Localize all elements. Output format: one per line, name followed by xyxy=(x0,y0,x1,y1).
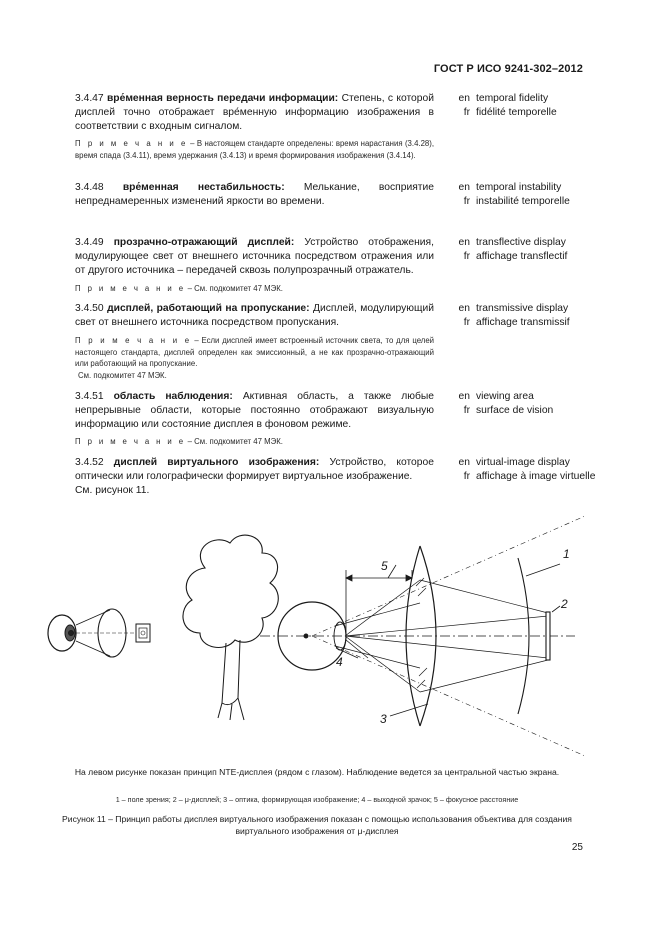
lang-code-en: en xyxy=(458,303,470,314)
note-label: П р и м е ч а н и е xyxy=(75,336,192,345)
note-text: – См. подкомитет 47 МЭК. xyxy=(185,437,283,446)
term-fr: affichage transflectif xyxy=(476,251,568,262)
leader-2 xyxy=(552,606,560,612)
page-number: 25 xyxy=(571,842,583,853)
term-title: дисплей виртуального изображения: xyxy=(113,457,320,468)
figure-reference: См. рисунок 11. xyxy=(75,485,150,496)
term-3-4-51 xyxy=(48,390,434,432)
note-label: П р и м е ч а н и е xyxy=(75,139,188,148)
term-definition: Мелькание, восприятие непреднамеренных изменений яркости во времени. xyxy=(75,182,434,207)
term-number: 3.4.48 xyxy=(75,182,104,193)
term-3-4-49 xyxy=(48,236,434,278)
term-fr: fidélité temporelle xyxy=(476,107,557,118)
note-3-4-47 xyxy=(48,138,434,161)
lang-code-en: en xyxy=(458,457,470,468)
lang-code-fr: fr xyxy=(463,196,470,207)
lang-code-fr: fr xyxy=(463,107,470,118)
lang-code-fr: fr xyxy=(463,471,470,482)
term-3-4-50 xyxy=(48,302,434,330)
term-en: temporal instability xyxy=(476,182,562,193)
term-3-4-47 xyxy=(48,92,434,134)
eye-icon xyxy=(48,615,76,651)
term-number: 3.4.49 xyxy=(75,237,104,248)
figure-11-diagram xyxy=(40,508,610,763)
term-fr: affichage transmissif xyxy=(476,317,570,328)
term-en: transflective display xyxy=(476,237,566,248)
term-title: дисплей, работающий на пропускание: xyxy=(107,303,310,314)
lang-code-fr: fr xyxy=(463,317,470,328)
term-title: область наблюдения: xyxy=(113,391,233,402)
tree-icon xyxy=(183,535,278,720)
term-3-4-52 xyxy=(48,456,434,498)
term-title: прозрачно-отражающий дисплей: xyxy=(113,237,295,248)
label-1: 1 xyxy=(563,547,570,561)
label-2: 2 xyxy=(561,597,568,611)
term-title: вре́менная нестабильность: xyxy=(122,182,285,193)
term-en: transmissive display xyxy=(476,303,569,314)
lang-code-fr: fr xyxy=(463,405,470,416)
term-definition: Активная область, а также любые непрерывные области, которые постоянно отображают визуальную информацию или состояние дисплея в фоновом режиме. xyxy=(75,391,434,430)
lang-code-en: en xyxy=(458,93,470,104)
fov-line-top xyxy=(312,516,585,636)
label-4: 4 xyxy=(336,655,343,669)
leader-1 xyxy=(526,564,560,576)
term-title: вре́менная верность передачи информации: xyxy=(106,93,339,104)
term-en: temporal fidelity xyxy=(476,93,549,104)
lang-3-4-49 xyxy=(452,236,622,264)
fov-line-bottom xyxy=(312,636,585,756)
note-3-4-51 xyxy=(48,436,434,448)
note-3-4-49 xyxy=(48,283,434,295)
note-text: – Если дисплей имеет встроенный источник света, то для целей настоящего стандарта, дисплей определен как эмиссионный, а не как прозрачно-отражающий или работающий на пропускание. xyxy=(75,336,435,369)
term-fr: affichage à image virtuelle xyxy=(476,471,596,482)
leader-3 xyxy=(390,704,428,716)
note-3-4-50 xyxy=(48,335,434,381)
term-fr: surface de vision xyxy=(476,405,554,416)
lang-code-en: en xyxy=(458,237,470,248)
figure-caption: Рисунок 11 – Принцип работы дисплея виртуального изображения показан с помощью использования объектива для создания виртуального изображения от μ-дисплея xyxy=(62,814,572,836)
figure-legend: 1 – поле зрения; 2 – μ-дисплей; 3 – оптика, формирующая изображение; 4 – выходной зрачок; 5 – фокусное расстояние xyxy=(115,795,519,804)
lang-code-en: en xyxy=(458,182,470,193)
lang-3-4-50 xyxy=(452,302,622,330)
term-3-4-48 xyxy=(48,181,434,209)
figure-description: На левом рисунке показан принцип NTE-дисплея (рядом с глазом). Наблюдение ведется за центральной частью экрана. xyxy=(74,767,560,777)
focal-distance-dimension xyxy=(346,565,412,636)
label-5: 5 xyxy=(381,559,388,573)
term-definition: Устройство отображения, модулирующее свет от внешнего источника посредством отражения или от другого источника – передачей сквозь полупрозрачный отражатель. xyxy=(75,237,434,276)
lang-3-4-47 xyxy=(452,92,622,120)
lang-3-4-51 xyxy=(452,390,622,418)
term-number: 3.4.51 xyxy=(75,391,104,402)
micro-display xyxy=(546,612,550,660)
note-label: П р и м е ч а н и е xyxy=(75,437,186,446)
lang-code-en: en xyxy=(458,391,470,402)
term-definition: Дисплей, модулирующий свет от внешнего источника посредством пропускания. xyxy=(75,303,434,328)
micro-display-icon xyxy=(136,624,150,642)
term-number: 3.4.47 xyxy=(75,93,104,104)
lang-3-4-48 xyxy=(452,181,622,209)
note-text: – См. подкомитет 47 МЭК. xyxy=(185,284,283,293)
term-definition: Устройство, которое оптически или голографически формирует виртуальное изображение. xyxy=(75,457,434,482)
lang-3-4-52 xyxy=(452,456,622,484)
label-3: 3 xyxy=(380,712,387,726)
note-label: П р и м е ч а н и е xyxy=(75,284,186,293)
note-reference: См. подкомитет 47 МЭК. xyxy=(78,370,167,380)
term-definition: Степень, с которой дисплей точно отображает вре́менную информацию изображения в соответствии с входным сигналом. xyxy=(75,93,434,132)
term-number: 3.4.52 xyxy=(75,457,104,468)
document-header: ГОСТ Р ИСО 9241-302–2012 xyxy=(433,63,583,75)
term-en: viewing area xyxy=(476,391,534,402)
term-number: 3.4.50 xyxy=(75,303,104,314)
lang-code-fr: fr xyxy=(463,251,470,262)
term-fr: instabilité temporelle xyxy=(476,196,570,207)
term-en: virtual-image display xyxy=(476,457,570,468)
note-text: – В настоящем стандарте определены: время нарастания (3.4.28), время спада (3.4.11), время удержания (3.4.13) и время формирования изображения (3.4.14). xyxy=(75,139,435,160)
leader-4 xyxy=(346,640,368,658)
